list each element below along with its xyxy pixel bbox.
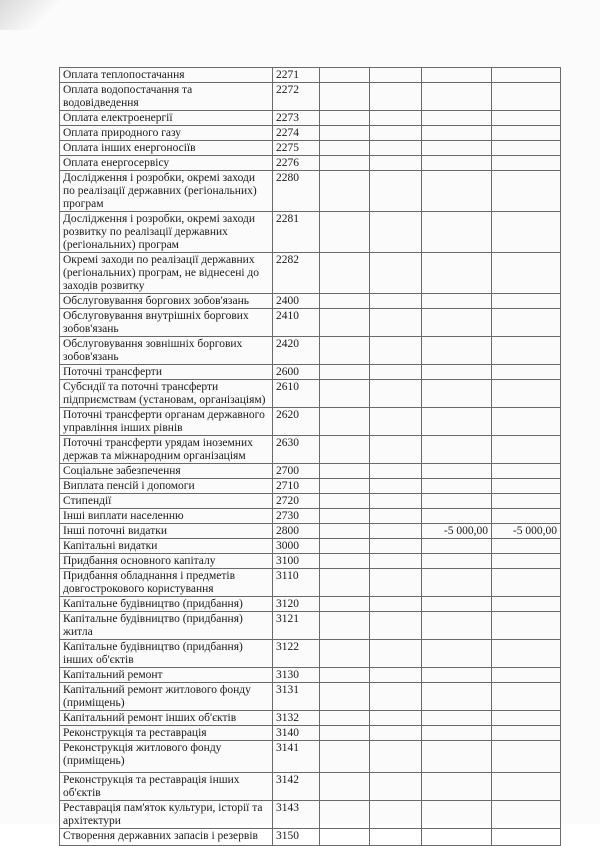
table-row: [60, 509, 561, 524]
amount-cell-col6: [492, 464, 561, 479]
amount-cell-col5: [422, 309, 492, 337]
table-row: [60, 539, 561, 554]
amount-cell-col4: [370, 494, 422, 509]
amount-cell-col4: [370, 741, 422, 773]
expense-code-cell: 2400: [273, 294, 320, 309]
table-row: [60, 741, 561, 773]
amount-cell-col6: [492, 801, 561, 829]
amount-cell-col5: [422, 640, 492, 668]
amount-cell-col6: [492, 711, 561, 726]
amount-cell-col5: [422, 597, 492, 612]
expense-code-cell: 2610: [273, 380, 320, 408]
amount-cell-col4: [370, 464, 422, 479]
amount-cell-col3: [320, 640, 370, 668]
amount-cell-col3: [320, 773, 370, 801]
amount-cell-col4: [370, 309, 422, 337]
amount-cell-col6: [492, 111, 561, 126]
table-row: [60, 464, 561, 479]
expense-code-cell: 2800: [273, 524, 320, 539]
amount-cell-col4: [370, 380, 422, 408]
expense-name-cell: Обслуговування внутрішніх боргових зобов'язань: [60, 309, 273, 337]
amount-cell-col4: [370, 171, 422, 212]
amount-cell-col5: [422, 829, 492, 846]
expense-code-cell: 2420: [273, 337, 320, 365]
amount-cell-col3: [320, 408, 370, 436]
amount-cell-col6: [492, 683, 561, 711]
amount-cell-col3: [320, 253, 370, 294]
amount-cell-col4: [370, 726, 422, 741]
expense-name-cell: Стипендії: [60, 494, 273, 509]
amount-cell-col5: [422, 68, 492, 83]
expense-name-cell: Оплата природного газу: [60, 126, 273, 141]
amount-cell-col6: [492, 309, 561, 337]
expense-name-cell: Придбання обладнання і предметів довгострокового користування: [60, 569, 273, 597]
amount-cell-col6: [492, 141, 561, 156]
amount-cell-col6: [492, 509, 561, 524]
amount-cell-col5: [422, 436, 492, 464]
amount-cell-col5: [422, 494, 492, 509]
expense-code-cell: 3131: [273, 683, 320, 711]
amount-cell-col4: [370, 554, 422, 569]
expense-code-cell: 3143: [273, 801, 320, 829]
amount-cell-col4: [370, 408, 422, 436]
amount-cell-col4: [370, 524, 422, 539]
amount-cell-col6: [492, 436, 561, 464]
amount-cell-col6: [492, 829, 561, 846]
amount-cell-col4: [370, 141, 422, 156]
amount-cell-col6: [492, 380, 561, 408]
amount-cell-col6: [492, 741, 561, 773]
expense-name-cell: Капітальне будівництво (придбання): [60, 597, 273, 612]
amount-cell-col4: [370, 337, 422, 365]
expense-code-cell: 2730: [273, 509, 320, 524]
amount-cell-col3: [320, 683, 370, 711]
amount-cell-col3: [320, 309, 370, 337]
amount-cell-col6: [492, 253, 561, 294]
amount-cell-col4: [370, 569, 422, 597]
amount-cell-col5: [422, 741, 492, 773]
amount-cell-col5: [422, 365, 492, 380]
amount-cell-col4: [370, 509, 422, 524]
amount-cell-col5: [422, 539, 492, 554]
expense-code-cell: 2281: [273, 212, 320, 253]
amount-cell-col6: [492, 479, 561, 494]
expense-code-cell: 2273: [273, 111, 320, 126]
amount-cell-col3: [320, 569, 370, 597]
amount-cell-col5: [422, 156, 492, 171]
expense-name-cell: Поточні трансферти органам державного управління інших рівнів: [60, 408, 273, 436]
table-row: [60, 436, 561, 464]
amount-cell-col4: [370, 539, 422, 554]
amount-cell-col6: [492, 156, 561, 171]
amount-cell-col5: [422, 253, 492, 294]
table-row: [60, 640, 561, 668]
amount-cell-col6: [492, 171, 561, 212]
amount-cell-col5: -5 000,00: [422, 524, 492, 539]
amount-cell-col5: [422, 171, 492, 212]
expense-name-cell: Виплата пенсій і допомоги: [60, 479, 273, 494]
amount-cell-col5: [422, 479, 492, 494]
amount-cell-col5: [422, 212, 492, 253]
expense-name-cell: Поточні трансферти: [60, 365, 273, 380]
amount-cell-col4: [370, 83, 422, 111]
expense-code-cell: 2282: [273, 253, 320, 294]
amount-cell-col5: [422, 337, 492, 365]
expense-code-cell: 3141: [273, 741, 320, 773]
amount-cell-col4: [370, 640, 422, 668]
amount-cell-col6: [492, 337, 561, 365]
amount-cell-col5: [422, 711, 492, 726]
table-row: [60, 554, 561, 569]
table-row: [60, 294, 561, 309]
amount-cell-col5: [422, 668, 492, 683]
table-row: [60, 668, 561, 683]
expense-name-cell: Капітальний ремонт: [60, 668, 273, 683]
expense-code-cell: 2720: [273, 494, 320, 509]
amount-cell-col3: [320, 612, 370, 640]
expense-code-cell: 3100: [273, 554, 320, 569]
amount-cell-col4: [370, 294, 422, 309]
table-row: [60, 612, 561, 640]
expense-code-cell: 3000: [273, 539, 320, 554]
table-row: [60, 408, 561, 436]
amount-cell-col6: [492, 294, 561, 309]
expense-code-cell: 2274: [273, 126, 320, 141]
expense-name-cell: Оплата енергосервісу: [60, 156, 273, 171]
table-row: [60, 524, 561, 539]
amount-cell-col6: [492, 773, 561, 801]
expense-name-cell: Створення державних запасів і резервів: [60, 829, 273, 846]
table-row: [60, 683, 561, 711]
expense-code-cell: 2275: [273, 141, 320, 156]
table-row: [60, 479, 561, 494]
amount-cell-col4: [370, 711, 422, 726]
table-row: [60, 711, 561, 726]
expense-name-cell: Соціальне забезпечення: [60, 464, 273, 479]
amount-cell-col6: [492, 494, 561, 509]
expense-name-cell: Придбання основного капіталу: [60, 554, 273, 569]
amount-cell-col4: [370, 829, 422, 846]
amount-cell-col6: -5 000,00: [492, 524, 561, 539]
amount-cell-col5: [422, 380, 492, 408]
amount-cell-col5: [422, 464, 492, 479]
amount-cell-col5: [422, 294, 492, 309]
amount-cell-col3: [320, 726, 370, 741]
amount-cell-col3: [320, 494, 370, 509]
amount-cell-col5: [422, 726, 492, 741]
amount-cell-col3: [320, 141, 370, 156]
expense-code-cell: 2410: [273, 309, 320, 337]
amount-cell-col3: [320, 365, 370, 380]
scan-edge-shadow: [0, 0, 60, 30]
expense-name-cell: Окремі заходи по реалізації державних (регіональних) програм, не віднесені до заходів розвитку: [60, 253, 273, 294]
amount-cell-col3: [320, 212, 370, 253]
expenditure-table-body: [60, 68, 561, 846]
table-row: [60, 156, 561, 171]
expense-code-cell: 2280: [273, 171, 320, 212]
amount-cell-col4: [370, 68, 422, 83]
amount-cell-col4: [370, 479, 422, 494]
amount-cell-col6: [492, 408, 561, 436]
amount-cell-col4: [370, 436, 422, 464]
amount-cell-col6: [492, 539, 561, 554]
amount-cell-col6: [492, 68, 561, 83]
amount-cell-col4: [370, 773, 422, 801]
expense-code-cell: 3150: [273, 829, 320, 846]
table-row: [60, 726, 561, 741]
amount-cell-col3: [320, 741, 370, 773]
amount-cell-col6: [492, 569, 561, 597]
amount-cell-col4: [370, 683, 422, 711]
amount-cell-col3: [320, 801, 370, 829]
expense-code-cell: 2271: [273, 68, 320, 83]
expense-name-cell: Реставрація пам'яток культури, історії та архітектури: [60, 801, 273, 829]
expense-name-cell: Капітальний ремонт житлового фонду (приміщень): [60, 683, 273, 711]
amount-cell-col5: [422, 126, 492, 141]
expense-name-cell: Субсидії та поточні трансферти підприємствам (установам, організаціям): [60, 380, 273, 408]
expense-code-cell: 2600: [273, 365, 320, 380]
amount-cell-col6: [492, 640, 561, 668]
table-row: [60, 212, 561, 253]
amount-cell-col3: [320, 524, 370, 539]
amount-cell-col4: [370, 253, 422, 294]
amount-cell-col5: [422, 683, 492, 711]
expense-code-cell: 3121: [273, 612, 320, 640]
expense-code-cell: 2700: [273, 464, 320, 479]
amount-cell-col4: [370, 111, 422, 126]
amount-cell-col6: [492, 365, 561, 380]
expense-name-cell: Капітальне будівництво (придбання) інших об'єктів: [60, 640, 273, 668]
table-row: [60, 83, 561, 111]
amount-cell-col4: [370, 156, 422, 171]
expense-code-cell: 2272: [273, 83, 320, 111]
expense-name-cell: Обслуговування боргових зобов'язань: [60, 294, 273, 309]
expense-name-cell: Дослідження і розробки, окремі заходи розвитку по реалізації державних (регіональних) програм: [60, 212, 273, 253]
table-row: [60, 126, 561, 141]
amount-cell-col3: [320, 171, 370, 212]
expense-code-cell: 3122: [273, 640, 320, 668]
amount-cell-col5: [422, 509, 492, 524]
table-row: [60, 309, 561, 337]
expense-name-cell: Реконструкція житлового фонду (приміщень): [60, 741, 273, 773]
amount-cell-col3: [320, 294, 370, 309]
table-row: [60, 773, 561, 801]
amount-cell-col3: [320, 68, 370, 83]
expense-name-cell: Капітальне будівництво (придбання) житла: [60, 612, 273, 640]
expense-name-cell: Інші поточні видатки: [60, 524, 273, 539]
amount-cell-col3: [320, 126, 370, 141]
amount-cell-col3: [320, 479, 370, 494]
table-row: [60, 365, 561, 380]
amount-cell-col4: [370, 126, 422, 141]
expense-name-cell: Капітальні видатки: [60, 539, 273, 554]
amount-cell-col3: [320, 464, 370, 479]
amount-cell-col4: [370, 668, 422, 683]
amount-cell-col5: [422, 141, 492, 156]
table-row: [60, 68, 561, 83]
amount-cell-col5: [422, 773, 492, 801]
amount-cell-col6: [492, 212, 561, 253]
expense-name-cell: Оплата теплопостачання: [60, 68, 273, 83]
expense-code-cell: 2620: [273, 408, 320, 436]
amount-cell-col3: [320, 337, 370, 365]
expense-code-cell: 3132: [273, 711, 320, 726]
expense-name-cell: Оплата водопостачання та водовідведення: [60, 83, 273, 111]
amount-cell-col4: [370, 801, 422, 829]
amount-cell-col6: [492, 597, 561, 612]
amount-cell-col3: [320, 509, 370, 524]
amount-cell-col3: [320, 668, 370, 683]
table-row: [60, 569, 561, 597]
amount-cell-col3: [320, 111, 370, 126]
table-row: [60, 337, 561, 365]
amount-cell-col4: [370, 597, 422, 612]
expense-name-cell: Обслуговування зовнішніх боргових зобов'язань: [60, 337, 273, 365]
amount-cell-col3: [320, 83, 370, 111]
table-row: [60, 494, 561, 509]
amount-cell-col4: [370, 212, 422, 253]
amount-cell-col3: [320, 436, 370, 464]
amount-cell-col3: [320, 829, 370, 846]
amount-cell-col6: [492, 612, 561, 640]
amount-cell-col5: [422, 801, 492, 829]
amount-cell-col6: [492, 83, 561, 111]
expense-name-cell: Інші виплати населенню: [60, 509, 273, 524]
expense-code-cell: 2276: [273, 156, 320, 171]
expense-name-cell: Поточні трансферти урядам іноземних держав та міжнародним організаціям: [60, 436, 273, 464]
expense-name-cell: Капітальний ремонт інших об'єктів: [60, 711, 273, 726]
amount-cell-col3: [320, 156, 370, 171]
amount-cell-col4: [370, 365, 422, 380]
expense-name-cell: Оплата інших енергоносіїв: [60, 141, 273, 156]
amount-cell-col3: [320, 711, 370, 726]
amount-cell-col4: [370, 612, 422, 640]
amount-cell-col5: [422, 612, 492, 640]
table-row: [60, 141, 561, 156]
table-row: [60, 111, 561, 126]
table-row: [60, 380, 561, 408]
amount-cell-col6: [492, 726, 561, 741]
amount-cell-col5: [422, 554, 492, 569]
amount-cell-col3: [320, 597, 370, 612]
expense-code-cell: 3140: [273, 726, 320, 741]
table-row: [60, 171, 561, 212]
table-row: [60, 829, 561, 846]
amount-cell-col6: [492, 554, 561, 569]
expense-code-cell: 2630: [273, 436, 320, 464]
amount-cell-col6: [492, 126, 561, 141]
expense-name-cell: Оплата електроенергії: [60, 111, 273, 126]
table-row: [60, 801, 561, 829]
amount-cell-col3: [320, 539, 370, 554]
amount-cell-col3: [320, 554, 370, 569]
amount-cell-col6: [492, 668, 561, 683]
amount-cell-col5: [422, 569, 492, 597]
expense-code-cell: 3142: [273, 773, 320, 801]
expense-code-cell: 3110: [273, 569, 320, 597]
table-row: [60, 253, 561, 294]
amount-cell-col3: [320, 380, 370, 408]
expenditure-table: [59, 67, 561, 846]
amount-cell-col5: [422, 83, 492, 111]
expense-name-cell: Дослідження і розробки, окремі заходи по реалізації державних (регіональних) програм: [60, 171, 273, 212]
expense-name-cell: Реконструкція та реставрація: [60, 726, 273, 741]
amount-cell-col5: [422, 408, 492, 436]
expense-code-cell: 3130: [273, 668, 320, 683]
amount-cell-col5: [422, 111, 492, 126]
expense-name-cell: Реконструкція та реставрація інших об'єктів: [60, 773, 273, 801]
expense-code-cell: 2710: [273, 479, 320, 494]
table-row: [60, 597, 561, 612]
expense-code-cell: 3120: [273, 597, 320, 612]
